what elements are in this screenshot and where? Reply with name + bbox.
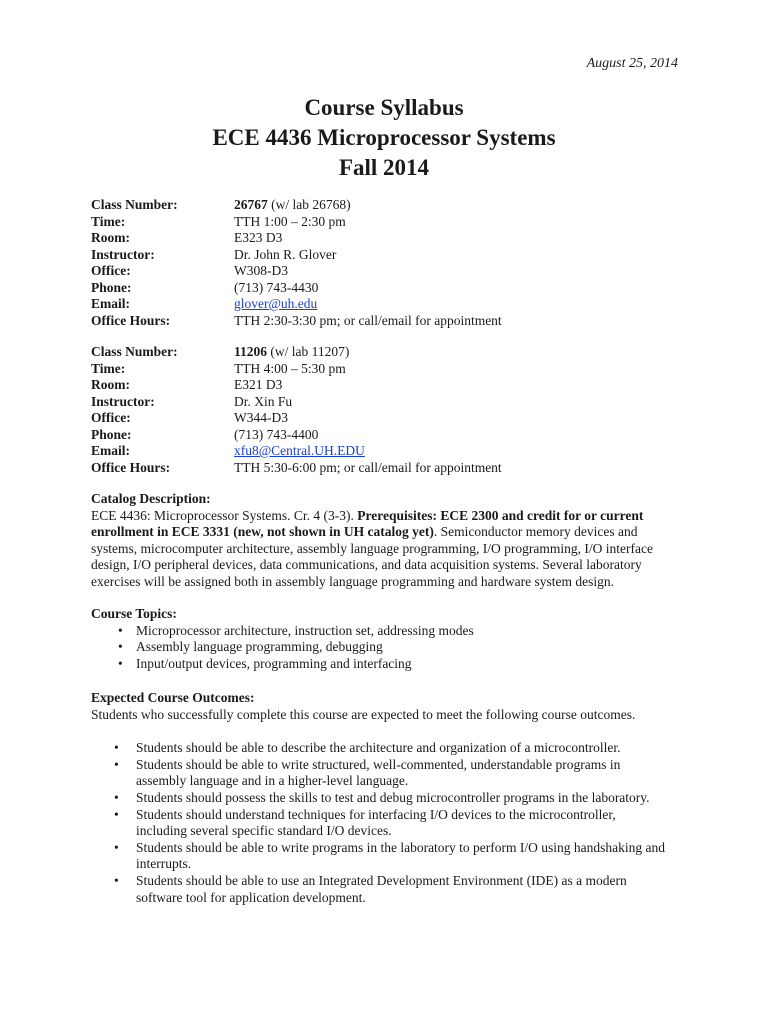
instructor-value: Dr. Xin Fu: [234, 393, 293, 409]
outcome-line: • Students should be able to write structured, well-commented, understandable programs in: [136, 756, 621, 772]
phone-value: (713) 743-4430: [234, 279, 319, 295]
time-row: [91, 361, 502, 378]
room-label: Room:: [91, 230, 130, 245]
catalog-prerequisites: Prerequisites: ECE 2300 and credit for or current: [357, 507, 644, 523]
catalog-line-2: [91, 524, 681, 541]
list-item: • Microprocessor architecture, instruction set, addressing modes: [91, 623, 681, 640]
email-label: Email:: [91, 443, 130, 458]
list-item: [91, 740, 681, 757]
lab-number-note: (w/ lab 26768): [267, 197, 351, 212]
time-label: Time:: [91, 213, 126, 229]
course-outcomes-heading: Expected Course Outcomes:: [91, 690, 255, 705]
list-item: [91, 790, 681, 807]
outcome-line: • Students should possess the skills to test and debug microcontroller programs in the laboratory.: [136, 789, 650, 805]
title-line-course-name: ECE 4436 Microprocessor Systems: [212, 125, 556, 150]
course-topics-heading: Course Topics:: [91, 606, 177, 621]
title-line-course-syllabus: Course Syllabus: [304, 95, 464, 120]
list-item: [91, 757, 681, 790]
office-value: W344-D3: [234, 410, 288, 425]
time-row: [91, 214, 502, 231]
room-label: Room:: [91, 377, 130, 392]
time-label: Time:: [91, 360, 126, 376]
catalog-description-start: . Semiconductor memory devices and: [433, 524, 638, 540]
outcome-line: software tool for application development.: [136, 889, 366, 905]
course-outcomes-intro: Students who successfully complete this course are expected to meet the following course outcomes.: [91, 706, 636, 722]
list-item: • Assembly language programming, debugging: [91, 639, 681, 656]
class-info-section-2: [91, 344, 502, 476]
outcome-line: • Students should be able to write programs in the laboratory to perform I/O using handshaking and: [136, 839, 666, 855]
list-item: • Input/output devices, programming and interfacing: [91, 656, 681, 673]
course-topics-list: [91, 623, 681, 673]
catalog-course-credit: ECE 4436: Microprocessor Systems. Cr. 4 (3-3).: [91, 507, 358, 523]
email-link[interactable]: glover@uh.edu: [234, 296, 318, 311]
catalog-line-4: design, I/O peripheral devices, data communications, and data acquisition systems. Several laboratory: [91, 557, 642, 573]
office-hours-row: [91, 313, 502, 330]
instructor-label: Instructor:: [91, 393, 155, 409]
phone-row: [91, 280, 502, 297]
list-item: [91, 873, 681, 906]
class-number-value: [234, 344, 349, 361]
office-row: [91, 263, 502, 280]
room-row: [91, 377, 502, 394]
office-row: [91, 410, 502, 427]
class-number-label: Class Number:: [91, 344, 178, 359]
course-topics-section: [91, 606, 681, 672]
room-value: E321 D3: [234, 377, 283, 392]
time-value: TTH 1:00 – 2:30 pm: [234, 213, 346, 229]
office-hours-value: TTH 5:30-6:00 pm; or call/email for appointment: [234, 459, 502, 475]
office-hours-label: Office Hours:: [91, 312, 171, 328]
class-number-row: [91, 344, 502, 361]
lab-number-note: (w/ lab 11207): [267, 344, 350, 359]
email-link[interactable]: xfu8@Central.UH.EDU: [234, 443, 365, 458]
catalog-line-5: exercises will be assigned both in assembly language programming and hardware system design.: [91, 573, 614, 589]
catalog-line-3: systems, microcomputer architecture, assembly language programming, I/O programming, I/O interface: [91, 540, 653, 556]
instructor-row: [91, 394, 502, 411]
list-item: [91, 840, 681, 873]
course-outcomes-list: [91, 740, 681, 906]
instructor-value: Dr. John R. Glover: [234, 246, 337, 262]
instructor-label: Instructor:: [91, 246, 155, 262]
email-label: Email:: [91, 296, 130, 311]
office-hours-row: [91, 460, 502, 477]
instructor-row: [91, 247, 502, 264]
course-outcomes-section: [91, 690, 681, 906]
phone-row: [91, 427, 502, 444]
catalog-prerequisites-cont: enrollment in ECE 3331 (new, not shown in UH catalog yet): [91, 524, 434, 540]
title-block: [0, 93, 768, 183]
time-value: TTH 4:00 – 5:30 pm: [234, 360, 346, 376]
class-info-section-1: [91, 197, 502, 329]
class-number-row: [91, 197, 502, 214]
outcome-line: assembly language and in a higher-level language.: [136, 773, 409, 789]
office-hours-label: Office Hours:: [91, 459, 171, 475]
outcome-line: • Students should be able to use an Integrated Development Environment (IDE) as a modern: [136, 872, 627, 888]
office-value: W308-D3: [234, 263, 288, 278]
catalog-line-1: [91, 508, 681, 525]
list-item: [91, 807, 681, 840]
office-label: Office:: [91, 410, 131, 425]
phone-value: (713) 743-4400: [234, 426, 319, 442]
office-label: Office:: [91, 263, 131, 278]
room-value: E323 D3: [234, 230, 283, 245]
room-row: [91, 230, 502, 247]
class-number-value: [234, 197, 351, 214]
phone-label: Phone:: [91, 426, 132, 442]
outcome-line: including several specific standard I/O devices.: [136, 823, 392, 839]
class-number: 26767: [234, 197, 268, 212]
catalog-description-heading: Catalog Description:: [91, 491, 211, 506]
outcome-line: interrupts.: [136, 856, 192, 872]
class-number: 11206: [234, 344, 268, 359]
phone-label: Phone:: [91, 279, 132, 295]
document-date: August 25, 2014: [586, 56, 678, 71]
title-line-semester: Fall 2014: [338, 155, 430, 180]
office-hours-value: TTH 2:30-3:30 pm; or call/email for appointment: [234, 312, 502, 328]
catalog-description-section: [91, 491, 681, 591]
class-number-label: Class Number:: [91, 197, 178, 212]
email-row: [91, 443, 502, 460]
outcome-line: • Students should be able to describe the architecture and organization of a microcontroller.: [136, 740, 621, 756]
email-row: [91, 296, 502, 313]
outcome-line: • Students should understand techniques for interfacing I/O devices to the microcontroller,: [136, 806, 616, 822]
